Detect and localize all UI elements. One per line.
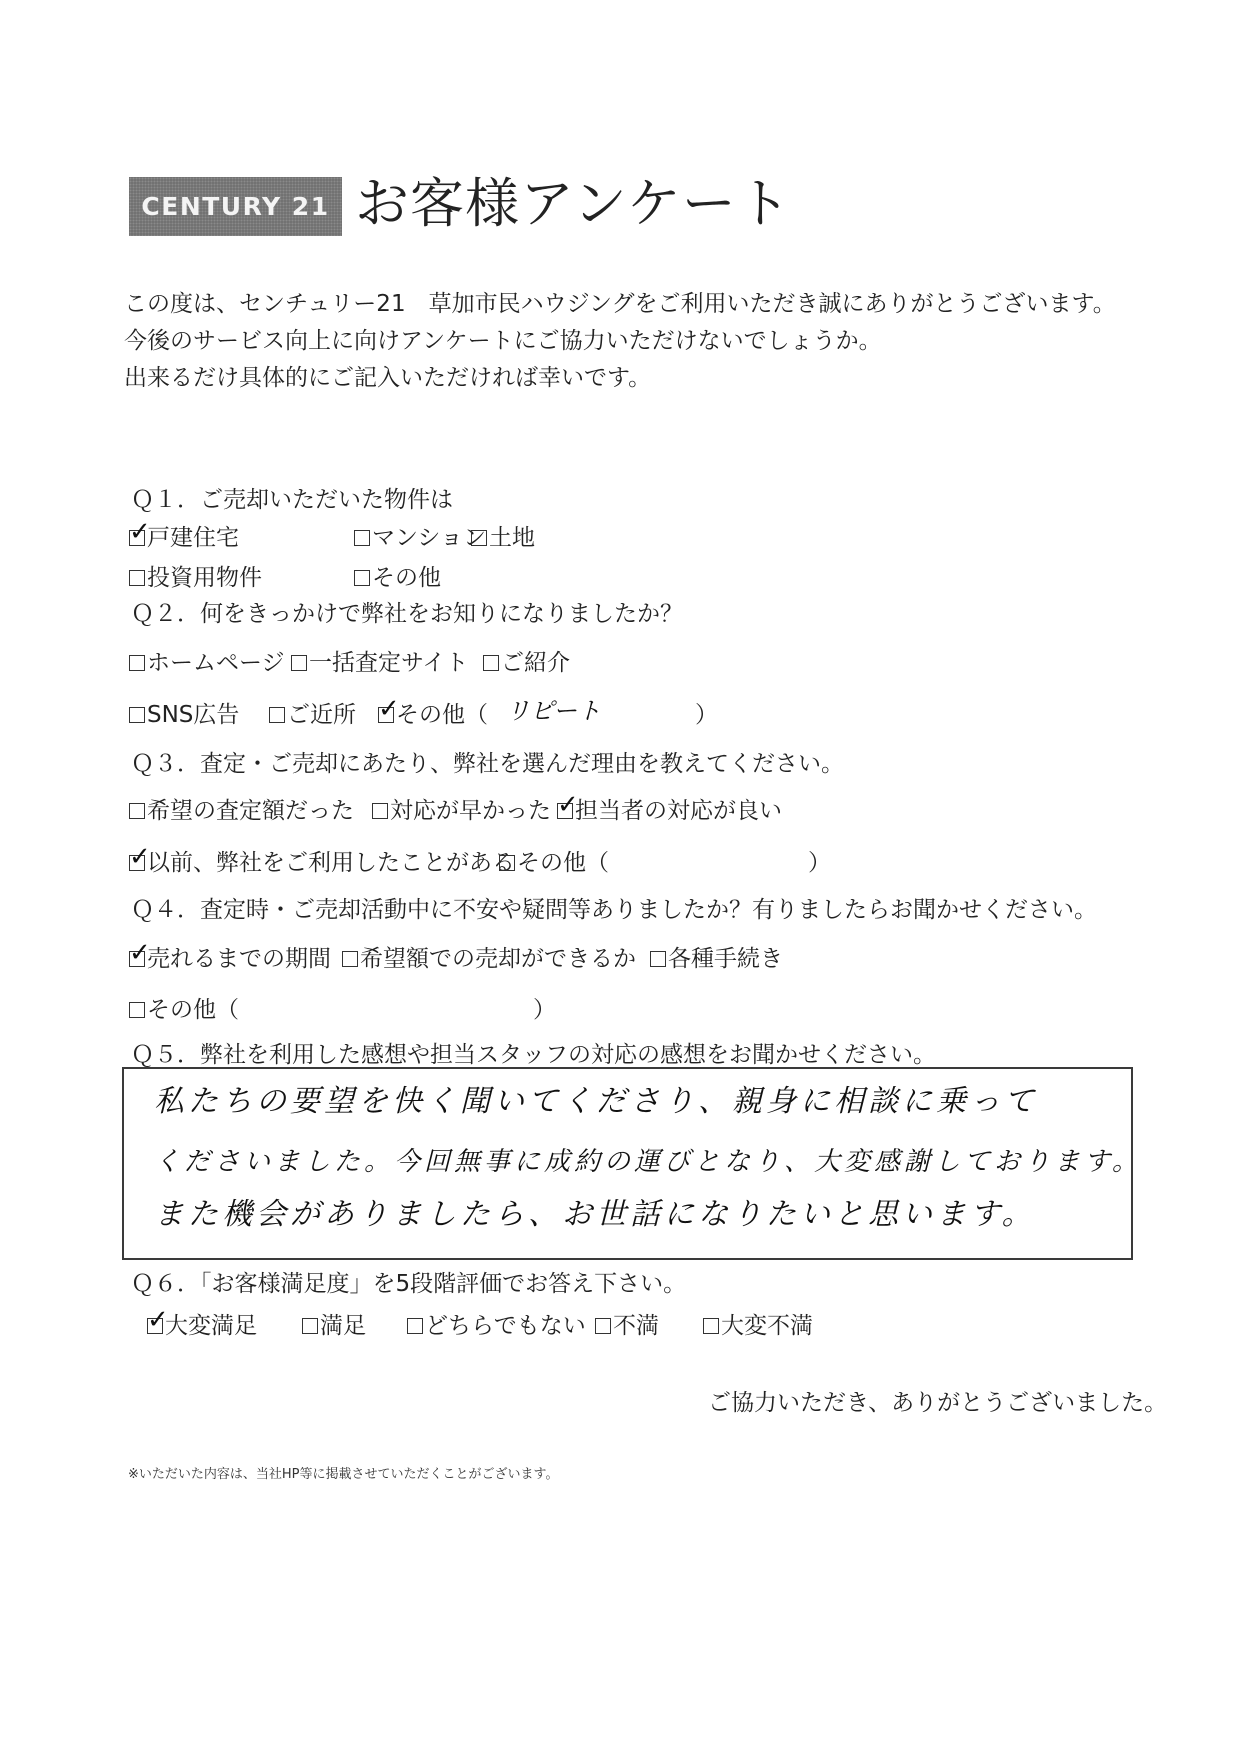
q6-option[interactable] (595, 1311, 659, 1341)
option-label: ホームページ (147, 650, 285, 676)
century21-logo (129, 177, 342, 236)
checkbox[interactable] (342, 951, 358, 967)
footnote: ※いただいた内容は、当社HP等に掲載させていただくことがございます。 (128, 1467, 559, 1482)
checkbox[interactable] (407, 1318, 423, 1334)
intro-line-1: この度は、センチュリー21 草加市民ハウジングをご利用いただき誠にありがとうございます。 (124, 291, 1116, 317)
q2-question: Ｑ２．何をきっかけで弊社をお知りになりましたか？ (131, 601, 683, 627)
logo-text: CENTURY 21 (141, 192, 330, 221)
q3-question: Ｑ３．査定・ご売却にあたり、弊社を選んだ理由を教えてください。 (131, 751, 844, 777)
checkbox[interactable] (129, 655, 145, 671)
q2-option-other[interactable] (378, 694, 488, 730)
checkbox[interactable] (471, 530, 487, 546)
checkbox[interactable] (354, 570, 370, 586)
intro-line-3: 出来るだけ具体的にご記入いただければ幸いです。 (124, 365, 652, 391)
option-label: 各種手続き (668, 946, 783, 972)
checkbox-checked[interactable] (129, 517, 151, 547)
checkbox[interactable] (129, 707, 145, 723)
q2-close-paren: ） (695, 702, 718, 728)
checkbox[interactable] (650, 951, 666, 967)
checkbox[interactable] (302, 1318, 318, 1334)
q3-close-paren: ） (808, 850, 831, 876)
option-label: その他（ (517, 850, 609, 876)
option-label: 希望の査定額だった (147, 798, 354, 824)
check-mark-icon: ✓ (147, 1305, 169, 1335)
q1-option[interactable] (129, 517, 239, 553)
q4-close-paren: ） (533, 997, 556, 1023)
option-label: 対応が早かった (390, 798, 551, 824)
checkbox-checked[interactable] (378, 694, 400, 724)
q3-option[interactable] (129, 842, 515, 878)
q2-option[interactable] (483, 648, 570, 678)
option-label: 一括査定サイト (309, 650, 469, 676)
checkbox[interactable] (269, 707, 285, 723)
checkbox[interactable] (129, 803, 145, 819)
q6-question: Ｑ６．「お客様満足度」を5段階評価でお答え下さい。 (131, 1271, 687, 1297)
checkbox-checked[interactable] (129, 938, 151, 968)
option-label: 土地 (489, 525, 535, 551)
q4-option[interactable] (129, 938, 331, 974)
option-label: 大変満足 (165, 1313, 257, 1339)
checkbox[interactable] (129, 570, 145, 586)
page-title: お客様アンケート (355, 172, 792, 235)
checkbox[interactable] (291, 655, 307, 671)
q6-option[interactable] (407, 1311, 586, 1341)
q2-other-handwritten[interactable]: リピート (506, 697, 602, 725)
option-label: 担当者の対応が良い (575, 798, 782, 824)
checkbox[interactable] (499, 855, 515, 871)
q4-question: Ｑ４．査定時・ご売却活動中に不安や疑問等ありましたか？有りましたらお聞かせください。 (131, 897, 1097, 923)
q3-option[interactable] (557, 790, 782, 826)
closing-thanks: ご協力いただき、ありがとうございました。 (708, 1390, 1168, 1416)
checkbox[interactable] (595, 1318, 611, 1334)
checkbox[interactable] (483, 655, 499, 671)
checkbox[interactable] (354, 530, 370, 546)
q5-answer-line-2: くださいました。今回無事に成約の運びとなり、大変感謝しております。 (154, 1147, 1142, 1177)
q2-option[interactable] (129, 700, 239, 730)
intro-line-2: 今後のサービス向上に向けアンケートにご協力いただけないでしょうか。 (124, 328, 882, 354)
option-label: 満足 (320, 1313, 366, 1339)
q4-option[interactable] (342, 944, 636, 974)
check-mark-icon: ✓ (129, 938, 151, 968)
checkbox[interactable] (703, 1318, 719, 1334)
q4-option[interactable] (650, 944, 783, 974)
q5-answer-line-3: また機会がありましたら、お世話になりたいと思います。 (154, 1197, 1036, 1232)
option-label: 投資用物件 (147, 565, 262, 591)
q2-option[interactable] (129, 648, 285, 678)
option-label: 戸建住宅 (147, 525, 239, 551)
q3-option[interactable] (129, 796, 354, 826)
option-label: その他（ (396, 702, 488, 728)
check-mark-icon: ✓ (129, 842, 151, 872)
q6-option[interactable] (703, 1311, 813, 1341)
option-label: ご近所 (287, 702, 356, 728)
q6-option[interactable] (302, 1311, 366, 1341)
checkbox[interactable] (372, 803, 388, 819)
checkbox-checked[interactable] (147, 1305, 169, 1335)
q3-option-other[interactable] (499, 848, 609, 878)
option-label: どちらでもない (425, 1313, 586, 1339)
checkbox[interactable] (129, 1002, 145, 1018)
q1-option[interactable] (354, 563, 441, 593)
option-label: 売れるまでの期間 (147, 946, 331, 972)
option-label: その他（ (147, 997, 239, 1023)
q2-option[interactable] (291, 648, 468, 678)
q3-option[interactable] (372, 796, 551, 826)
check-mark-icon: ✓ (378, 694, 400, 724)
q1-question: Ｑ１．ご売却いただいた物件は (131, 487, 453, 513)
option-label: 大変不満 (721, 1313, 813, 1339)
checkbox-checked[interactable] (129, 842, 151, 872)
option-label: マンション (372, 525, 486, 551)
option-label: その他 (372, 565, 441, 591)
q2-option[interactable] (269, 700, 356, 730)
check-mark-icon: ✓ (129, 517, 151, 547)
option-label: ご紹介 (501, 650, 570, 676)
q1-option[interactable] (354, 523, 486, 553)
q4-option-other[interactable] (129, 995, 239, 1025)
q6-option[interactable] (147, 1305, 257, 1341)
q1-option[interactable] (129, 563, 262, 593)
checkbox-checked[interactable] (557, 790, 579, 820)
option-label: 以前、弊社をご利用したことがある (147, 850, 515, 876)
q5-question: Ｑ５．弊社を利用した感想や担当スタッフの対応の感想をお聞かせください。 (131, 1042, 936, 1068)
q1-option[interactable] (471, 523, 535, 553)
option-label: 不満 (613, 1313, 659, 1339)
option-label: SNS広告 (147, 702, 240, 728)
q5-answer-line-1: 私たちの要望を快く聞いてくださり、親身に相談に乗って (154, 1084, 1038, 1119)
check-mark-icon: ✓ (557, 790, 579, 820)
option-label: 希望額での売却ができるか (360, 946, 636, 972)
q5-comment-box[interactable] (122, 1067, 1142, 1260)
